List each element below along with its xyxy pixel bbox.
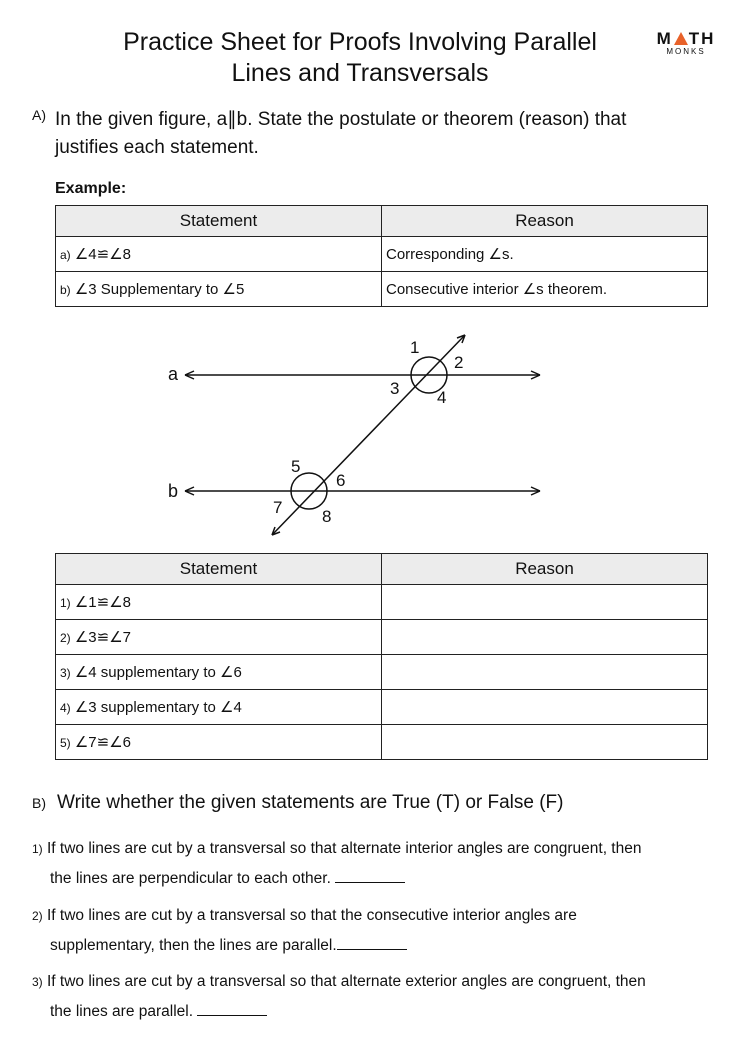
reason-answer-cell[interactable] [382, 725, 708, 760]
section-b-letter: B) [32, 795, 46, 811]
logo-triangle-icon [674, 32, 688, 45]
question-text-line-2: the lines are perpendicular to each other. [50, 870, 331, 887]
angle-label-7: 7 [273, 498, 283, 517]
table-row [56, 620, 708, 655]
reason-answer-cell[interactable] [382, 655, 708, 690]
statement-cell: 1) ∠1≌∠8 [56, 585, 382, 620]
transversal-line [272, 335, 465, 535]
statement-cell: 3) ∠4 supplementary to ∠6 [56, 655, 382, 690]
angle-label-4: 4 [437, 388, 447, 407]
section-a-letter: A) [32, 107, 46, 123]
reason-header: Reason [382, 206, 708, 237]
example-table-header [56, 206, 708, 237]
example-statement-cell: b) ∠3 Supplementary to ∠5 [56, 272, 382, 307]
section-a-line-1: In the given figure, a∥b. State the postulate or theorem (reason) that [55, 109, 627, 130]
angle-label-3: 3 [390, 379, 400, 398]
question-2 [32, 901, 722, 960]
statement-header: Statement [56, 206, 382, 237]
statement-cell: 2) ∠3≌∠7 [56, 620, 382, 655]
logo-subtext: MONKS [666, 47, 706, 56]
table-row [56, 690, 708, 725]
label-line-b: b [168, 481, 179, 501]
statement-cell: 5) ∠7≌∠6 [56, 725, 382, 760]
question-text-line-2: the lines are parallel. [50, 1003, 194, 1020]
section-b-instructions: Write whether the given statements are True (T) or False (F) [57, 792, 564, 813]
question-number: 1) [32, 842, 43, 856]
example-label: Example: [55, 180, 127, 197]
statement-header: Statement [56, 554, 382, 585]
angle-label-2: 2 [454, 353, 464, 372]
example-table [55, 205, 708, 307]
logo-text-part2: TH [688, 29, 716, 48]
example-row [56, 237, 708, 272]
reason-answer-cell[interactable] [382, 620, 708, 655]
parallel-lines-figure [0, 320, 742, 550]
title-line-1: Practice Sheet for Proofs Involving Parallel [123, 28, 597, 56]
section-a-instructions [55, 106, 626, 162]
answer-blank[interactable] [335, 868, 405, 883]
question-text-line-1: If two lines are cut by a transversal so that alternate exterior angles are congruent, then [46, 973, 646, 990]
reason-answer-cell[interactable] [382, 585, 708, 620]
statement-cell: 4) ∠3 supplementary to ∠4 [56, 690, 382, 725]
angle-label-5: 5 [291, 457, 301, 476]
question-text-line-1: If two lines are cut by a transversal so that the consecutive interior angles are [46, 907, 577, 924]
example-statement-cell: a) ∠4≌∠8 [56, 237, 382, 272]
example-reason-cell: Consecutive interior ∠s theorem. [382, 272, 708, 307]
question-1 [32, 834, 722, 893]
question-number: 3) [32, 975, 43, 989]
question-3 [32, 967, 722, 1026]
table-row [56, 655, 708, 690]
example-reason-cell: Corresponding ∠s. [382, 237, 708, 272]
angle-label-8: 8 [322, 507, 332, 526]
title-line-2: Lines and Transversals [231, 59, 489, 87]
practice-table [55, 553, 708, 760]
angle-label-6: 6 [336, 471, 346, 490]
reason-answer-cell[interactable] [382, 690, 708, 725]
page-title [60, 27, 660, 89]
practice-table-header [56, 554, 708, 585]
label-line-a: a [168, 364, 179, 384]
table-row [56, 585, 708, 620]
question-text-line-2: supplementary, then the lines are parallel. [50, 937, 337, 954]
answer-blank[interactable] [337, 935, 407, 950]
table-row [56, 725, 708, 760]
logo-text-part1: M [656, 29, 673, 48]
question-text-line-1: If two lines are cut by a transversal so that alternate interior angles are congruent, then [46, 840, 642, 857]
answer-blank[interactable] [197, 1001, 267, 1016]
brand-logo [654, 30, 718, 57]
question-number: 2) [32, 909, 43, 923]
reason-header: Reason [382, 554, 708, 585]
section-a-line-2: justifies each statement. [55, 137, 259, 158]
example-row [56, 272, 708, 307]
angle-label-1: 1 [410, 338, 420, 357]
